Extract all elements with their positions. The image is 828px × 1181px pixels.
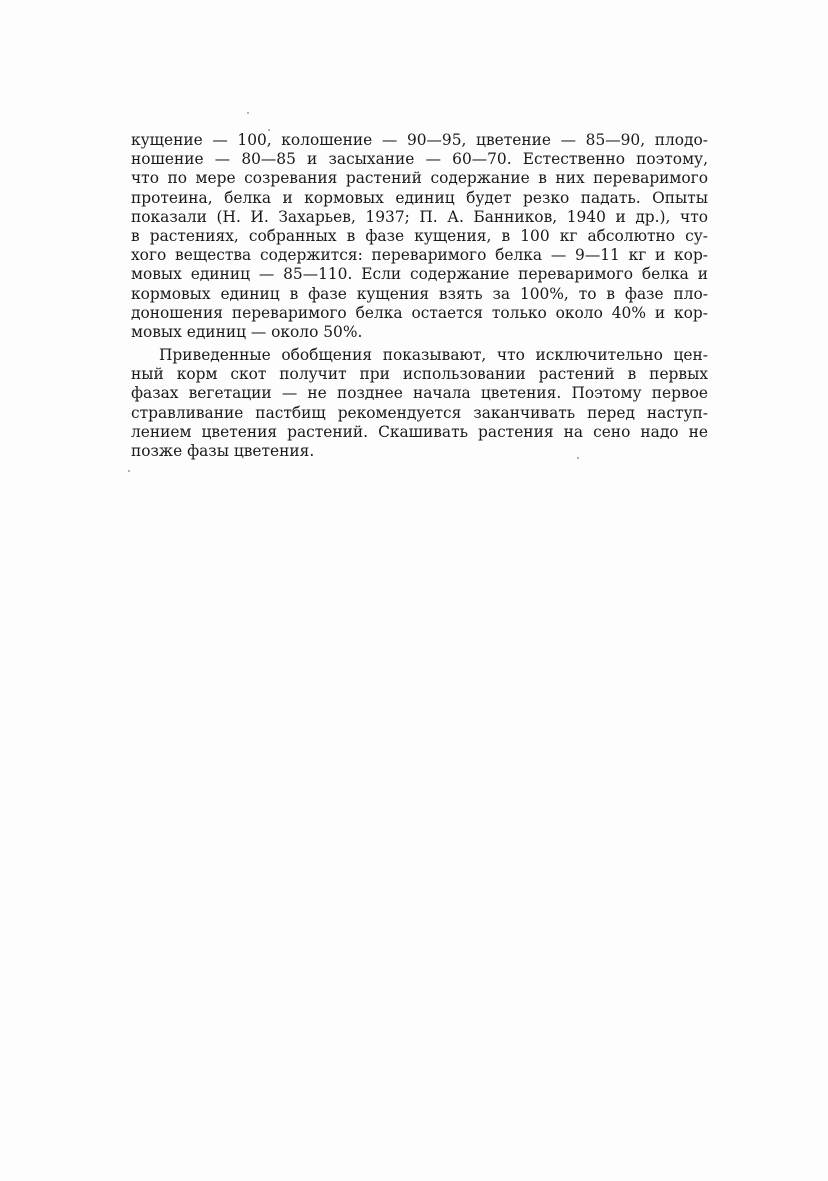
text-line: кущение — 100, колошение — 90—95, цветение — 85—90, плодо- bbox=[131, 131, 708, 149]
text-line: ношение — 80—85 и засыхание — 60—70. Естественно поэтому, bbox=[131, 150, 708, 169]
text-line: Приведенные обобщения показывают, что исключительно цен- bbox=[159, 346, 708, 365]
text-line: что по мере созревания растений содержание в них переваримого bbox=[131, 169, 708, 188]
text-line: показали (Н. И. Захарьев, 1937; П. А. Банников, 1940 и др.), что bbox=[131, 207, 708, 226]
scan-speck bbox=[128, 470, 130, 472]
paragraph-1 bbox=[131, 131, 708, 342]
text-line: кормовых единиц в фазе кущения взять за 100%, то в фазе пло- bbox=[131, 284, 708, 303]
text-line: стравливание пастбищ рекомендуется заканчивать перед наступ- bbox=[131, 403, 708, 422]
text-line: мовых единиц — 85—110. Если содержание переваримого белка и bbox=[131, 265, 708, 284]
text-line: в растениях, собранных в фазе кущения, в 100 кг абсолютно су- bbox=[131, 226, 708, 245]
text-line: хого вещества содержится: переваримого белка — 9—11 кг и кор- bbox=[131, 246, 708, 265]
text-line: позже фазы цветения. bbox=[131, 442, 315, 460]
text-line: протеина, белка и кормовых единиц будет резко падать. Опыты bbox=[131, 188, 708, 207]
text-line: мовых единиц — около 50%. bbox=[131, 322, 363, 341]
text-line: фазах вегетации — не позднее начала цветения. Поэтому первое bbox=[131, 384, 708, 403]
text-line: лением цветения растений. Скашивать растения на сено надо не bbox=[131, 422, 708, 441]
text-line: ный корм скот получит при использовании растений в первых bbox=[131, 365, 708, 384]
scan-speck bbox=[247, 112, 249, 114]
text-line: доношения переваримого белка остается только около 40% и кор- bbox=[131, 303, 708, 322]
body-text bbox=[131, 131, 708, 461]
paragraph-2 bbox=[131, 346, 708, 461]
